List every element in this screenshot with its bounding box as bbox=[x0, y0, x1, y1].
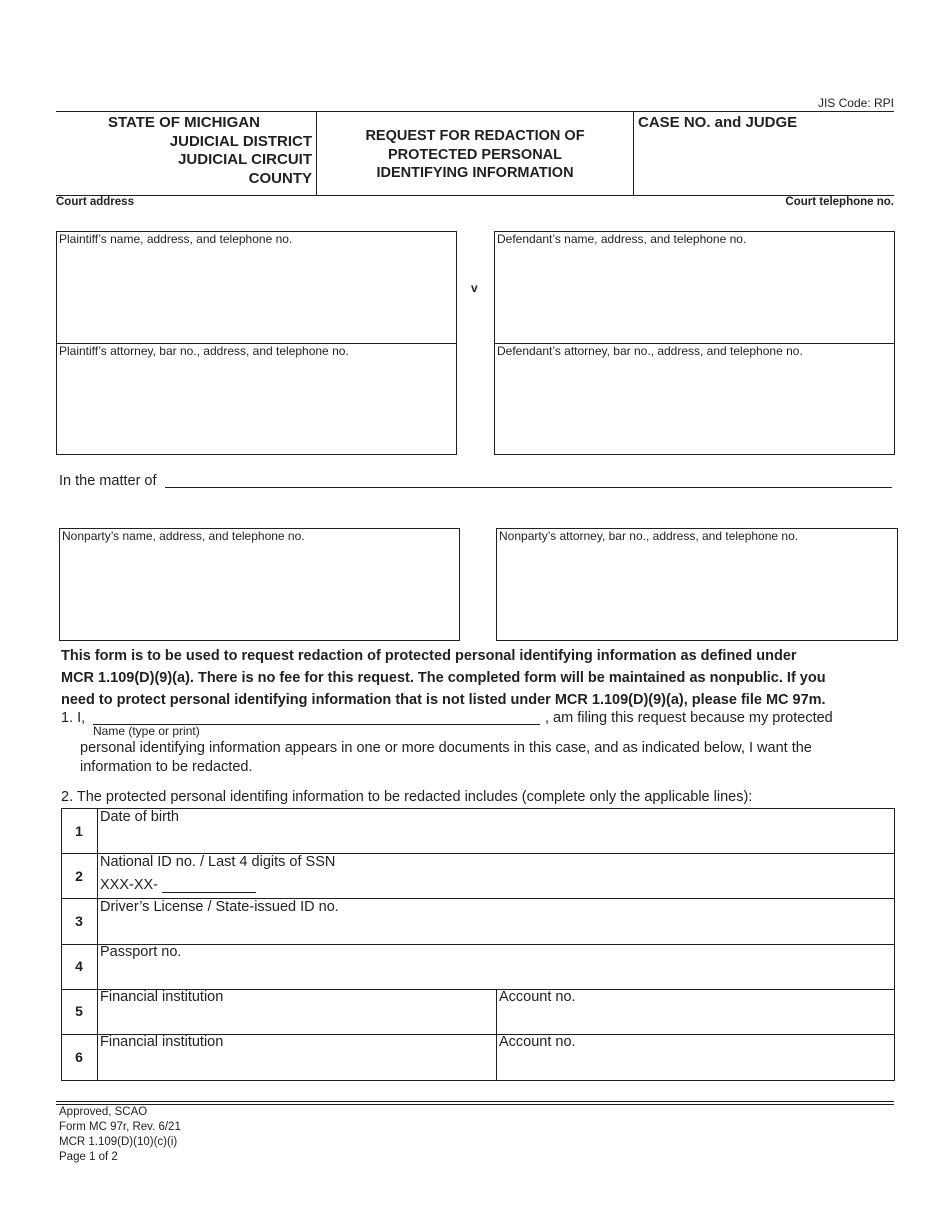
nonparty-box[interactable] bbox=[59, 528, 460, 641]
account-no-field[interactable] bbox=[497, 1053, 894, 1080]
drivers-license-field[interactable] bbox=[98, 918, 894, 943]
financial-institution-label: Financial institution bbox=[100, 989, 224, 1005]
financial-institution-label: Financial institution bbox=[100, 1034, 224, 1050]
name-caption: Name (type or print) bbox=[93, 724, 200, 738]
defendant-label: Defendant’s name, address, and telephone no. bbox=[497, 232, 747, 246]
pii-table-rule bbox=[61, 944, 895, 945]
district-label: JUDICIAL DISTRICT bbox=[169, 133, 312, 150]
item2-intro: 2. The protected personal identifing information to be redacted includes (complete only the applicable lines): bbox=[61, 789, 753, 805]
state-label: STATE OF MICHIGAN bbox=[108, 114, 260, 131]
form-title bbox=[317, 127, 633, 183]
defendant-attorney-label: Defendant’s attorney, bar no., address, and telephone no. bbox=[497, 344, 803, 358]
instruction-line: need to protect personal identifying information that is not listed under MCR 1.109(D)(9)(a), please file MC 97m. bbox=[61, 692, 826, 708]
drivers-license-label: Driver’s License / State-issued ID no. bbox=[100, 899, 339, 915]
item1-line3: information to be redacted. bbox=[80, 759, 253, 775]
plaintiff-label: Plaintiff’s name, address, and telephone no. bbox=[59, 232, 293, 246]
matter-input-line[interactable] bbox=[165, 487, 892, 488]
instruction-line: This form is to be used to request redaction of protected personal identifying information as defined under bbox=[61, 648, 797, 664]
plaintiff-attorney-label: Plaintiff’s attorney, bar no., address, and telephone no. bbox=[59, 344, 349, 358]
item1-line2: personal identifying information appears in one or more documents in this case, and as indicated below, I want the bbox=[80, 740, 812, 756]
header-divider-right bbox=[633, 111, 634, 195]
defendant-attorney-box[interactable] bbox=[494, 343, 895, 455]
county-label: COUNTY bbox=[248, 170, 312, 187]
jis-code: JIS Code: RPI bbox=[817, 96, 894, 110]
dob-field[interactable] bbox=[98, 828, 894, 852]
court-rule: MCR 1.109(D)(10)(c)(i) bbox=[59, 1136, 178, 1148]
footer-info bbox=[59, 1105, 181, 1165]
case-no-judge-label: CASE NO. and JUDGE bbox=[638, 114, 798, 131]
row-number: 6 bbox=[75, 1049, 83, 1065]
row-number: 2 bbox=[75, 868, 83, 884]
approval-text: Approved, SCAO bbox=[59, 1106, 148, 1118]
court-phone-label: Court telephone no. bbox=[785, 196, 894, 208]
financial-institution-field[interactable] bbox=[98, 1053, 495, 1080]
matter-label: In the matter of bbox=[59, 473, 157, 489]
account-no-label: Account no. bbox=[499, 1034, 576, 1050]
financial-institution-field[interactable] bbox=[98, 1008, 495, 1033]
row-number: 1 bbox=[75, 823, 83, 839]
page-number: Page 1 of 2 bbox=[59, 1151, 118, 1163]
plaintiff-box[interactable] bbox=[56, 231, 457, 344]
account-no-field[interactable] bbox=[497, 1008, 894, 1033]
defendant-box[interactable] bbox=[494, 231, 895, 344]
form-title-line: PROTECTED PERSONAL bbox=[387, 146, 562, 163]
plaintiff-attorney-box[interactable] bbox=[56, 343, 457, 455]
passport-field[interactable] bbox=[98, 963, 894, 988]
form-number: Form MC 97r, Rev. 6/21 bbox=[59, 1121, 181, 1133]
item1-suffix: , am filing this request because my protected bbox=[545, 710, 833, 726]
form-title-line: IDENTIFYING INFORMATION bbox=[376, 165, 574, 181]
instructions bbox=[61, 645, 826, 711]
circuit-label: JUDICIAL CIRCUIT bbox=[178, 151, 312, 168]
form-title-line: REQUEST FOR REDACTION OF bbox=[365, 128, 585, 144]
ssn-last4-input[interactable] bbox=[162, 876, 256, 893]
row-number: 5 bbox=[75, 1003, 83, 1019]
nonparty-attorney-box[interactable] bbox=[496, 528, 898, 641]
row-number: 3 bbox=[75, 913, 83, 929]
row-number: 4 bbox=[75, 958, 83, 974]
court-address-label: Court address bbox=[56, 196, 134, 208]
header-top-rule bbox=[56, 111, 894, 112]
item1-prefix: 1. I, bbox=[61, 710, 86, 726]
nonparty-attorney-label: Nonparty’s attorney, bar no., address, and telephone no. bbox=[499, 529, 799, 543]
ssn-label: National ID no. / Last 4 digits of SSN bbox=[100, 854, 336, 870]
passport-label: Passport no. bbox=[100, 944, 182, 960]
nonparty-label: Nonparty’s name, address, and telephone no. bbox=[62, 529, 305, 543]
instruction-line: MCR 1.109(D)(9)(a). There is no fee for this request. The completed form will be maintained as nonpublic. If you bbox=[61, 670, 826, 686]
name-input[interactable] bbox=[93, 707, 540, 725]
ssn-prefix: XXX-XX- bbox=[100, 877, 159, 893]
account-no-label: Account no. bbox=[499, 989, 576, 1005]
footer-rule bbox=[56, 1101, 894, 1102]
footer-rule bbox=[56, 1104, 894, 1105]
versus-label: v bbox=[471, 281, 478, 295]
header-bottom-rule bbox=[56, 195, 894, 196]
dob-label: Date of birth bbox=[100, 809, 179, 825]
